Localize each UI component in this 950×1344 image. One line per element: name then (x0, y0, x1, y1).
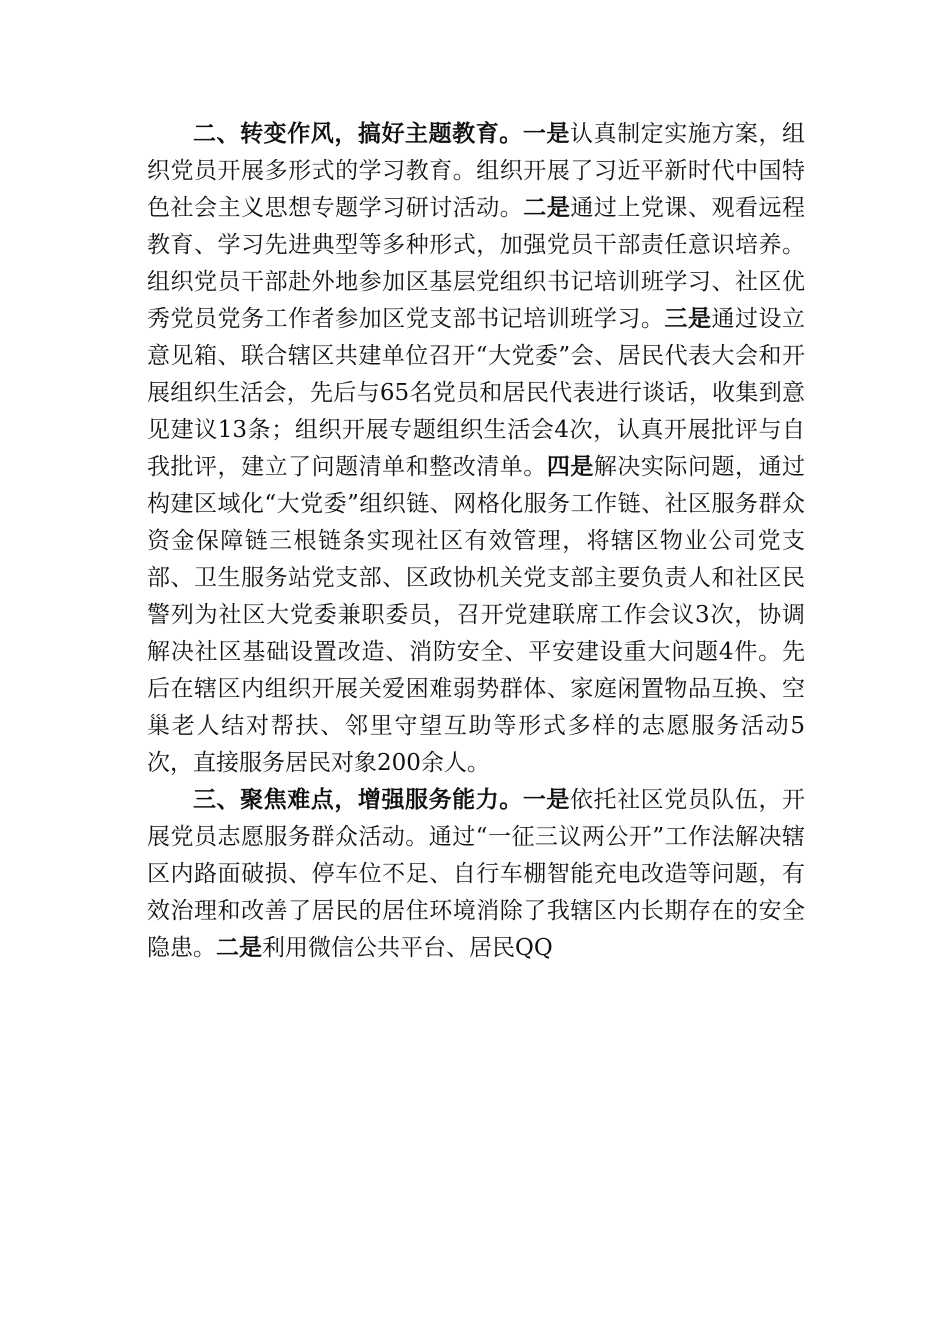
paragraph-section-two (147, 116, 805, 782)
section-heading: 二、转变作风，搞好主题教育。 (193, 121, 523, 147)
point-marker: 四是 (546, 454, 594, 480)
document-page (147, 116, 805, 967)
body-text: 通过上党课、观看远程教育、学习先进典型等多种形式，加强党员干部责任意识培养。组织党员干部赴外地参加区基层党组织书记培训班学习、社区优秀党员党务工作者参加区党支部书记培训班学习。 (147, 195, 806, 332)
body-text: 依托社区党员队伍，开展党员志愿服务群众活动。通过“一征三议两公开”工作法解决辖区内路面破损、停车位不足、自行车棚智能充电改造等问题，有效治理和改善了居民的居住环境消除了我辖区内长期存在的安全隐患。 (147, 787, 806, 961)
point-marker: 三是 (664, 306, 712, 332)
section-heading: 三、聚焦难点，增强服务能力。 (193, 787, 523, 813)
body-text: 通过设立意见箱、联合辖区共建单位召开“大党委”会、居民代表大会和开展组织生活会，先后与65名党员和居民代表进行谈话，收集到意见建议13条；组织开展专题组织生活会4次，认真开展批评与自我批评，建立了问题清单和整改清单。 (147, 306, 806, 480)
point-marker: 二是 (523, 195, 571, 221)
body-text: 认真制定实施方案，组织党员开展多形式的学习教育。组织开展了习近平新时代中国特色社会主义思想专题学习研讨活动。 (147, 121, 806, 221)
point-marker: 二是 (216, 935, 262, 961)
body-text: 利用微信公共平台、居民QQ (262, 935, 553, 961)
point-marker: 一是 (522, 787, 570, 813)
paragraph-section-three (147, 782, 805, 967)
body-text: 解决实际问题，通过构建区域化“大党委”组织链、网格化服务工作链、社区服务群众资金保障链三根链条实现社区有效管理，将辖区物业公司党支部、卫生服务站党支部、区政协机关党支部主要负责人和社区民警列为社区大党委兼职委员，召开党建联席工作会议3次，协调解决社区基础设置改造、消防安全、平安建设重大问题4件。先后在辖区内组织开展关爱困难弱势群体、家庭闲置物品互换、空巢老人结对帮扶、邻里守望互助等形式多样的志愿服务活动5次，直接服务居民对象200余人。 (147, 454, 806, 776)
point-marker: 一是 (522, 121, 570, 147)
